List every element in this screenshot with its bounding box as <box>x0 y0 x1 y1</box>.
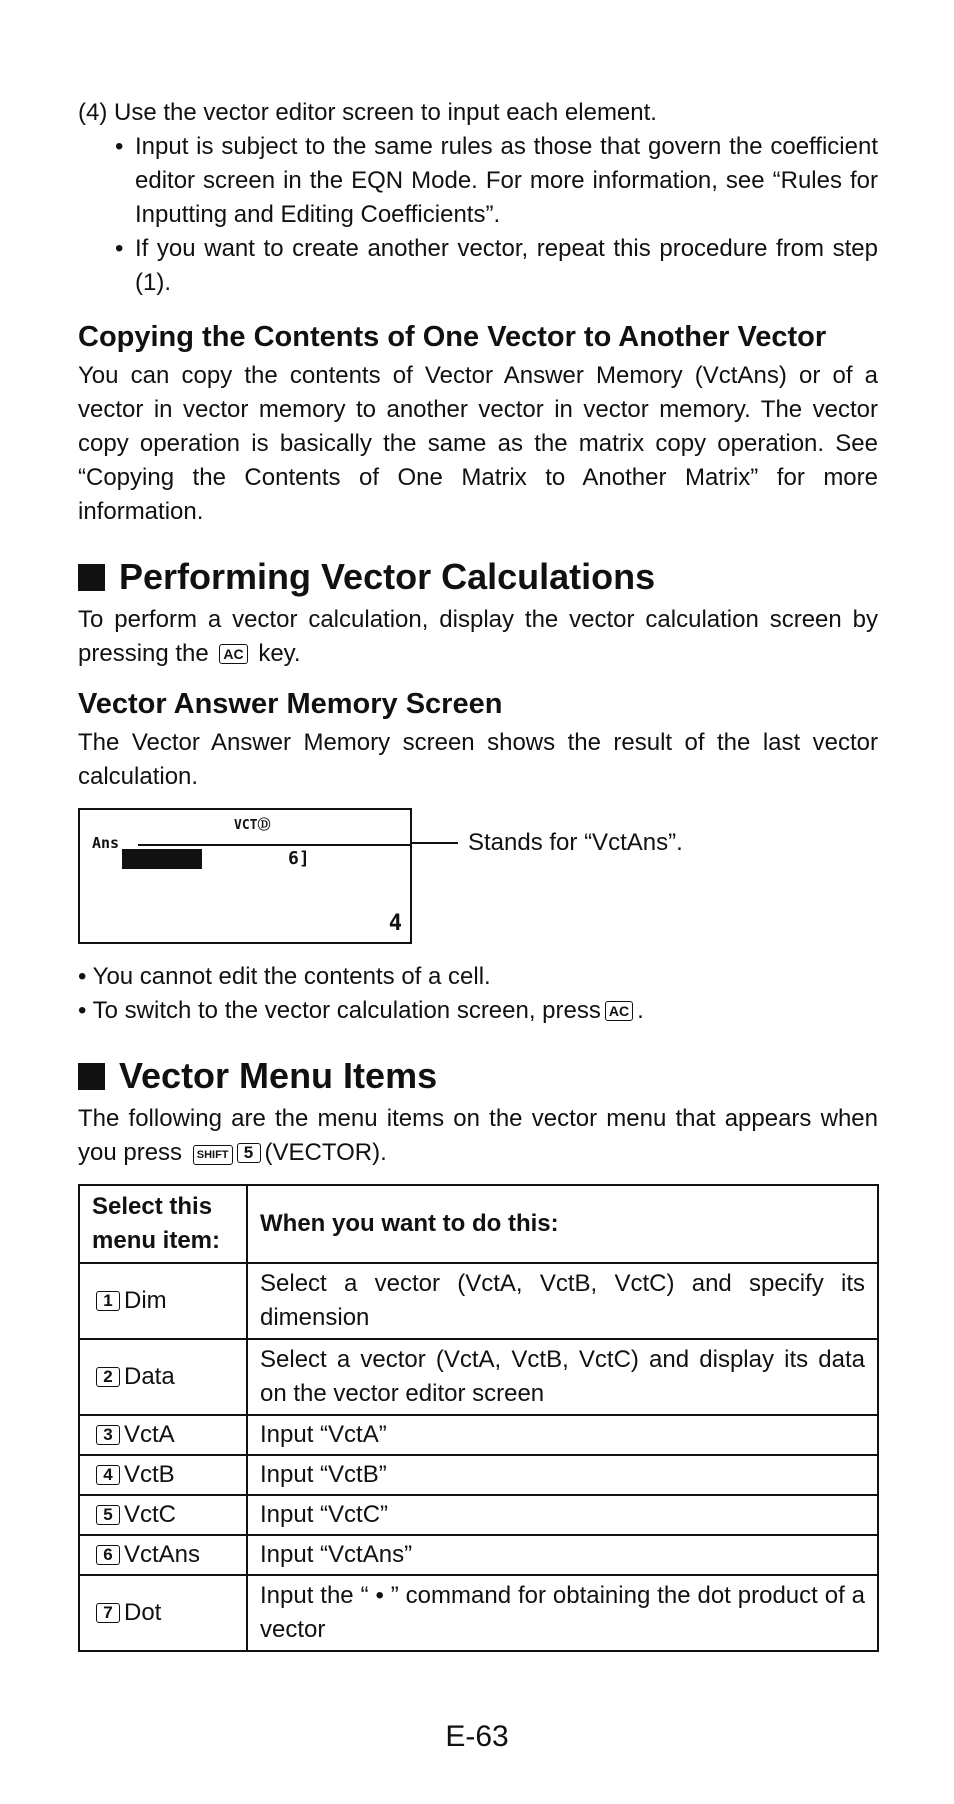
menu-item-cell <box>79 1495 247 1535</box>
copy-heading: Copying the Contents of One Vector to Another Vector <box>78 321 827 353</box>
lcd-mode-label: VCTⒹ <box>234 818 271 833</box>
perform-heading-text: Performing Vector Calculations <box>119 556 656 597</box>
key-5-icon: 5 <box>96 1505 120 1525</box>
lcd-result: 4 <box>388 911 402 936</box>
answer-memory-body: The Vector Answer Memory screen shows the result of the last vector calculation. <box>78 729 878 790</box>
note-item: • To switch to the vector calculation screen, press AC . <box>78 997 644 1024</box>
menu-item-cell <box>79 1575 247 1651</box>
lcd-cell-value: 6] <box>288 848 310 869</box>
key-1-icon: 1 <box>96 1291 120 1311</box>
perform-body-tail: key. <box>258 640 301 667</box>
note-item: • You cannot edit the contents of a cell. <box>78 963 491 990</box>
menu-item-desc: Select a vector (VctA, VctB, VctC) and specify its dimension <box>247 1263 878 1339</box>
key-3-icon: 3 <box>96 1425 120 1445</box>
section-square-icon <box>78 564 105 591</box>
note-text: To switch to the vector calculation screen, press <box>92 997 601 1024</box>
table-row <box>79 1415 878 1455</box>
copy-body: You can copy the contents of Vector Answer Memory (VctAns) or of a vector in vector memory to another vector in vector memory. The vector copy operation is basically the same as the matrix copy operation. See “Copying the Contents of One Matrix to Another Matrix” for more information. <box>78 362 878 525</box>
table-row <box>79 1263 878 1339</box>
perform-body-text: To perform a vector calculation, display the vector calculation screen by pressing the <box>78 606 878 667</box>
lcd-selected-cell <box>122 849 202 869</box>
perform-heading <box>78 555 878 599</box>
menu-item-cell <box>79 1263 247 1339</box>
menu-item-label: VctC <box>124 1501 177 1528</box>
menu-item-cell <box>79 1415 247 1455</box>
calculator-display <box>78 808 412 944</box>
key-2-icon: 2 <box>96 1367 120 1387</box>
answer-memory-notes <box>78 960 878 1028</box>
menu-item-label: Data <box>124 1363 175 1390</box>
table-header-row <box>79 1185 878 1263</box>
table-row <box>79 1535 878 1575</box>
step-4: (4) Use the vector editor screen to input each element. <box>78 99 657 126</box>
lcd-ans-label: Ans <box>92 834 120 852</box>
menu-table <box>78 1184 879 1652</box>
table-row <box>79 1339 878 1415</box>
menu-heading-text: Vector Menu Items <box>119 1055 438 1096</box>
note-text: You cannot edit the contents of a cell. <box>92 963 491 990</box>
key-7-icon: 7 <box>96 1603 120 1623</box>
menu-intro-tail: (VECTOR). <box>264 1139 387 1166</box>
menu-item-cell <box>79 1455 247 1495</box>
menu-item-desc: Input “VctB” <box>247 1455 878 1495</box>
menu-item-desc: Input “VctAns” <box>247 1535 878 1575</box>
menu-intro <box>78 1102 878 1170</box>
manual-page <box>78 96 878 1652</box>
answer-memory-heading: Vector Answer Memory Screen <box>78 688 503 720</box>
step-4-notes <box>115 130 878 300</box>
table-row <box>79 1495 878 1535</box>
menu-item-cell <box>79 1535 247 1575</box>
ac-key-icon: AC <box>219 644 247 664</box>
menu-item-label: VctA <box>124 1421 175 1448</box>
menu-item-desc: Input “VctC” <box>247 1495 878 1535</box>
lcd-figure <box>78 808 878 948</box>
table-row <box>79 1575 878 1651</box>
step-4-note: • Input is subject to the same rules as those that govern the coefficient editor screen in the EQN Mode. For more information, see “Rules for Inputting and Editing Coefficients”. <box>115 130 878 232</box>
section-square-icon <box>78 1063 105 1090</box>
menu-intro-text: The following are the menu items on the vector menu that appears when you press <box>78 1105 878 1166</box>
table-row <box>79 1455 878 1495</box>
menu-item-label: Dim <box>124 1287 167 1314</box>
ac-key-icon: AC <box>605 1001 633 1021</box>
menu-item-label: VctB <box>124 1461 175 1488</box>
header-select: Select this menu item: <box>79 1185 247 1263</box>
menu-item-desc: Input the “ • ” command for obtaining the dot product of a vector <box>247 1575 878 1651</box>
page-number: E-63 <box>445 1720 509 1753</box>
lcd-separator <box>138 844 412 846</box>
menu-item-cell <box>79 1339 247 1415</box>
menu-item-desc: Input “VctA” <box>247 1415 878 1455</box>
perform-body <box>78 603 878 671</box>
callout-text: Stands for “VctAns”. <box>468 829 683 856</box>
key-6-icon: 6 <box>96 1545 120 1565</box>
shift-key-icon: SHIFT <box>193 1145 233 1165</box>
menu-item-label: Dot <box>124 1599 162 1626</box>
header-when: When you want to do this: <box>247 1185 878 1263</box>
key-5-icon: 5 <box>237 1143 261 1163</box>
note-tail: . <box>637 997 644 1024</box>
key-4-icon: 4 <box>96 1465 120 1485</box>
step-4-note: • If you want to create another vector, repeat this procedure from step (1). <box>115 232 878 300</box>
menu-item-desc: Select a vector (VctA, VctB, VctC) and display its data on the vector editor screen <box>247 1339 878 1415</box>
callout-line <box>410 842 458 844</box>
menu-heading <box>78 1054 878 1098</box>
menu-item-label: VctAns <box>124 1541 201 1568</box>
